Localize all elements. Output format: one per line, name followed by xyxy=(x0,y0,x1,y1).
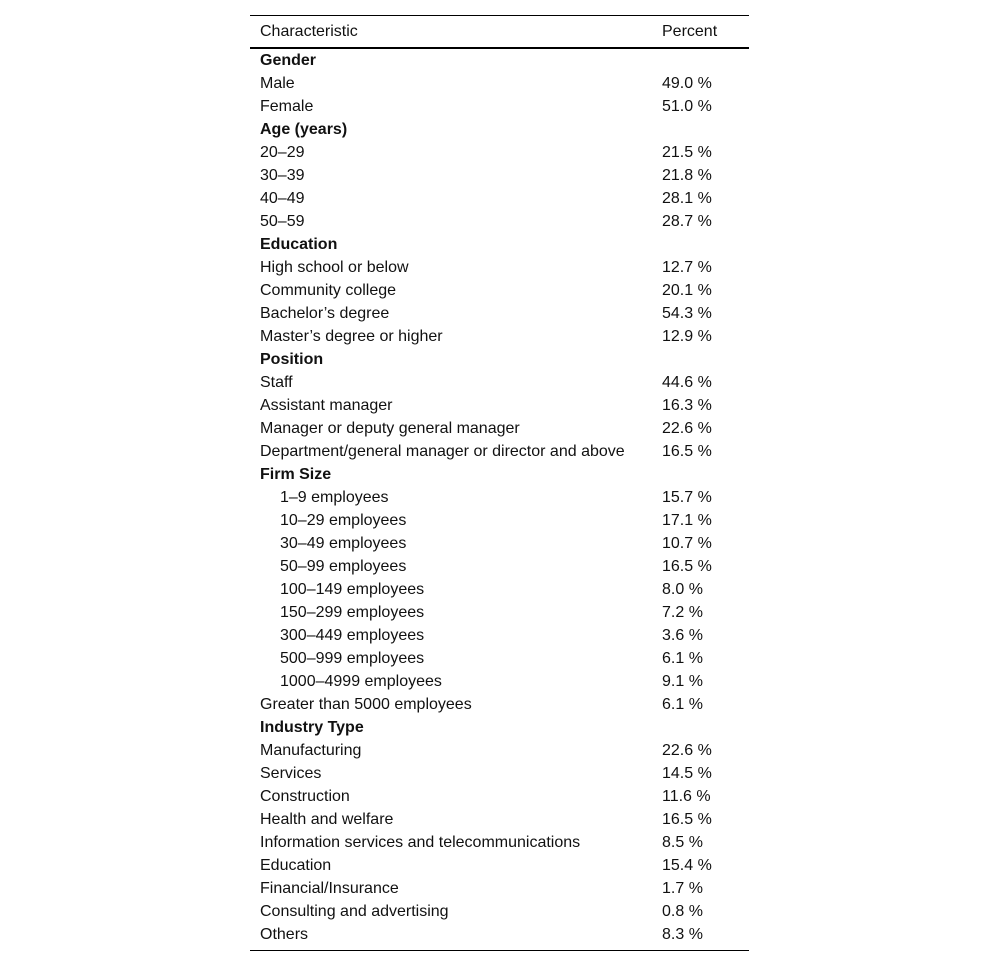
characteristic-cell: 150–299 employees xyxy=(280,604,425,621)
header-characteristic: Characteristic xyxy=(250,16,656,49)
percent-cell: 17.1 % xyxy=(662,512,712,529)
table-row xyxy=(250,210,749,233)
characteristic-cell: Female xyxy=(260,98,314,115)
table-group-row xyxy=(250,48,749,72)
percent-cell: 9.1 % xyxy=(662,673,703,690)
percent-cell: 20.1 % xyxy=(662,282,712,299)
characteristic-cell: Assistant manager xyxy=(260,397,393,414)
table-row xyxy=(250,601,749,624)
percent-cell: 6.1 % xyxy=(662,696,703,713)
percent-cell: 21.8 % xyxy=(662,167,712,184)
table-row xyxy=(250,72,749,95)
characteristic-cell: Manager or deputy general manager xyxy=(260,420,520,437)
characteristic-cell: 1–9 employees xyxy=(280,489,389,506)
percent-cell: 12.9 % xyxy=(662,328,712,345)
percent-cell: 8.5 % xyxy=(662,834,703,851)
group-heading: Firm Size xyxy=(260,466,332,483)
table-row xyxy=(250,624,749,647)
table-row xyxy=(250,371,749,394)
table-row xyxy=(250,486,749,509)
percent-cell: 8.3 % xyxy=(662,926,703,943)
group-heading: Gender xyxy=(260,52,317,69)
characteristic-cell: Department/general manager or director and above xyxy=(260,443,625,460)
characteristic-cell: Education xyxy=(260,857,332,874)
table-row xyxy=(250,877,749,900)
table-row xyxy=(250,762,749,785)
group-heading: Position xyxy=(260,351,324,368)
table-group-row xyxy=(250,118,749,141)
table-row xyxy=(250,95,749,118)
table-row xyxy=(250,670,749,693)
table-row xyxy=(250,785,749,808)
table-group-row xyxy=(250,233,749,256)
percent-cell: 21.5 % xyxy=(662,144,712,161)
table-row xyxy=(250,440,749,463)
characteristics-table xyxy=(250,15,749,951)
percent-cell: 22.6 % xyxy=(662,742,712,759)
characteristic-cell: Greater than 5000 employees xyxy=(260,696,472,713)
percent-cell: 7.2 % xyxy=(662,604,703,621)
percent-cell: 54.3 % xyxy=(662,305,712,322)
characteristic-cell: Community college xyxy=(260,282,397,299)
characteristic-cell: Staff xyxy=(260,374,293,391)
percent-cell: 11.6 % xyxy=(662,788,711,805)
group-heading: Age (years) xyxy=(260,121,348,138)
characteristic-cell: 40–49 xyxy=(260,190,305,207)
percent-cell: 8.0 % xyxy=(662,581,703,598)
characteristic-cell: 30–39 xyxy=(260,167,305,184)
table-group-row xyxy=(250,348,749,371)
characteristic-cell: Services xyxy=(260,765,322,782)
percent-cell: 16.3 % xyxy=(662,397,712,414)
characteristic-cell: 100–149 employees xyxy=(280,581,425,598)
table-row xyxy=(250,831,749,854)
characteristic-cell: 20–29 xyxy=(260,144,305,161)
percent-cell: 14.5 % xyxy=(662,765,712,782)
table-row xyxy=(250,141,749,164)
characteristic-cell: Manufacturing xyxy=(260,742,362,759)
percent-cell: 28.1 % xyxy=(662,190,712,207)
header-percent: Percent xyxy=(656,16,749,49)
characteristic-cell: 50–99 employees xyxy=(280,558,407,575)
table-row xyxy=(250,808,749,831)
table-row xyxy=(250,532,749,555)
percent-cell: 3.6 % xyxy=(662,627,703,644)
percent-cell: 15.7 % xyxy=(662,489,712,506)
percent-cell: 16.5 % xyxy=(662,558,712,575)
table-row xyxy=(250,854,749,877)
table-row xyxy=(250,256,749,279)
table-header xyxy=(250,16,749,49)
percent-cell: 1.7 % xyxy=(662,880,703,897)
characteristic-cell: Bachelor’s degree xyxy=(260,305,390,322)
characteristic-cell: Consulting and advertising xyxy=(260,903,449,920)
percent-cell: 10.7 % xyxy=(662,535,712,552)
table-row xyxy=(250,923,749,951)
characteristic-cell: 10–29 employees xyxy=(280,512,407,529)
percent-cell: 16.5 % xyxy=(662,443,712,460)
percent-cell: 44.6 % xyxy=(662,374,712,391)
percent-cell: 28.7 % xyxy=(662,213,712,230)
characteristic-cell: 50–59 xyxy=(260,213,305,230)
characteristic-cell: Others xyxy=(260,926,309,943)
header-row xyxy=(250,16,749,49)
table-row xyxy=(250,187,749,210)
table-row xyxy=(250,647,749,670)
table-group-row xyxy=(250,463,749,486)
percent-cell: 6.1 % xyxy=(662,650,703,667)
table-row xyxy=(250,279,749,302)
percent-cell: 51.0 % xyxy=(662,98,712,115)
table-row xyxy=(250,417,749,440)
percent-cell: 0.8 % xyxy=(662,903,703,920)
table-group-row xyxy=(250,716,749,739)
percent-cell: 15.4 % xyxy=(662,857,712,874)
percent-cell: 22.6 % xyxy=(662,420,712,437)
percent-cell: 12.7 % xyxy=(662,259,712,276)
percent-cell: 16.5 % xyxy=(662,811,712,828)
table-row xyxy=(250,578,749,601)
characteristic-cell: Health and welfare xyxy=(260,811,394,828)
table-row xyxy=(250,693,749,716)
table-row xyxy=(250,555,749,578)
characteristic-cell: 30–49 employees xyxy=(280,535,407,552)
group-heading: Education xyxy=(260,236,338,253)
table-row xyxy=(250,739,749,762)
characteristic-cell: High school or below xyxy=(260,259,409,276)
characteristic-cell: 300–449 employees xyxy=(280,627,425,644)
table-row xyxy=(250,509,749,532)
percent-cell: 49.0 % xyxy=(662,75,712,92)
table-row xyxy=(250,302,749,325)
characteristic-cell: Male xyxy=(260,75,295,92)
characteristic-cell: 1000–4999 employees xyxy=(280,673,442,690)
characteristic-cell: Financial/Insurance xyxy=(260,880,399,897)
characteristic-cell: Master’s degree or higher xyxy=(260,328,443,345)
characteristic-cell: Information services and telecommunications xyxy=(260,834,581,851)
group-heading: Industry Type xyxy=(260,719,364,736)
table-row xyxy=(250,325,749,348)
table-row xyxy=(250,394,749,417)
table-body xyxy=(250,48,749,951)
characteristic-cell: 500–999 employees xyxy=(280,650,425,667)
table-row xyxy=(250,164,749,187)
characteristics-table-container xyxy=(250,15,749,951)
characteristic-cell: Construction xyxy=(260,788,350,805)
table-row xyxy=(250,900,749,923)
